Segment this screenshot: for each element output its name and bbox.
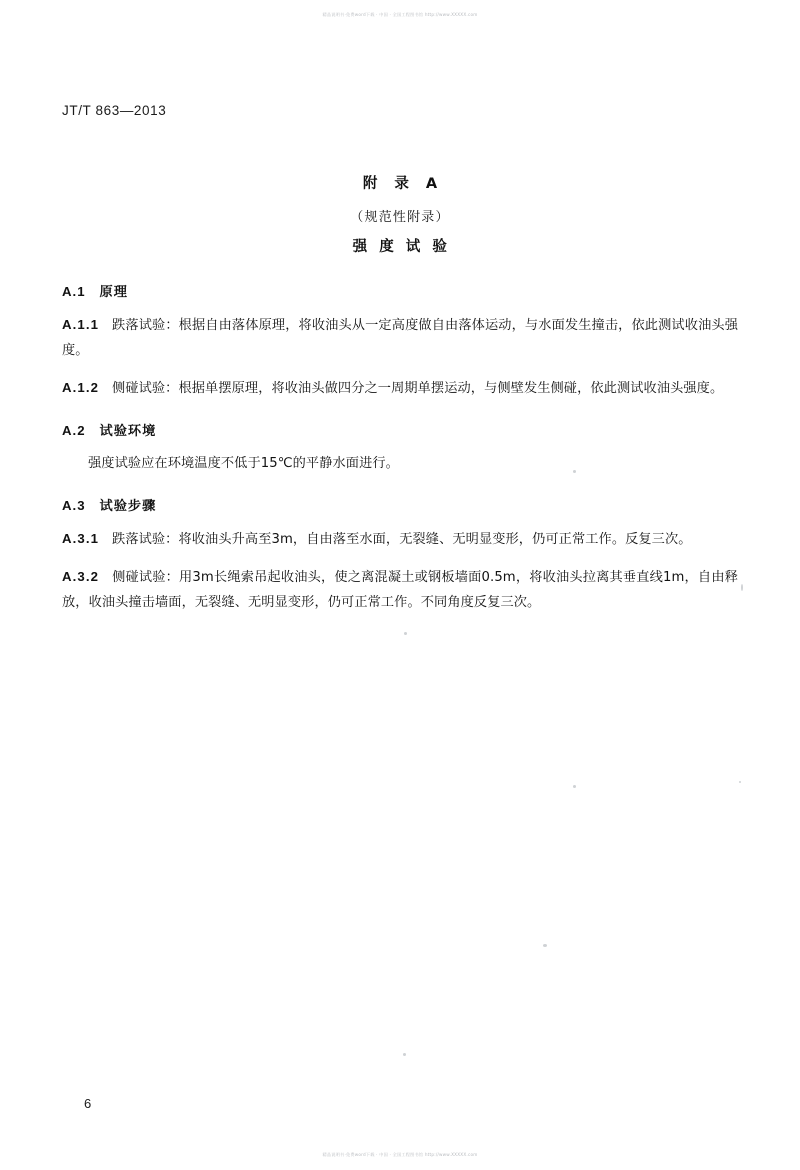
annex-title: 附 录 A bbox=[362, 176, 444, 192]
scan-watermark-top: 精品说明书·免费word下载 · 中国 · 全国工程图书馆 http://www.XXXXX.com bbox=[322, 12, 478, 17]
section-title: 试验环境 bbox=[99, 424, 157, 439]
clause-number: A.1.2 bbox=[62, 380, 100, 395]
clause-text: 跌落试验：将收油头升高至3m，自由落至水面，无裂缝、无明显变形，仍可正常工作。反复三次。 bbox=[112, 532, 692, 547]
section-paragraph: 强度试验应在环境温度不低于15℃的平静水面进行。 bbox=[88, 456, 399, 471]
scan-speck bbox=[543, 944, 547, 947]
scan-speck bbox=[403, 1053, 406, 1056]
section-heading bbox=[62, 495, 738, 514]
annex-body bbox=[62, 262, 738, 615]
scan-speck bbox=[741, 584, 743, 591]
section-title: 原理 bbox=[99, 285, 128, 300]
clause-paragraph bbox=[62, 526, 738, 552]
scan-watermark-bottom: 精品说明书·免费word下载 · 中国 · 全国工程图书馆 http://www.XXXXX.com bbox=[322, 1152, 478, 1157]
clause-paragraph bbox=[62, 375, 738, 401]
standard-code-header: JT/T 863—2013 bbox=[62, 103, 167, 118]
annex-name: 强 度 试 验 bbox=[352, 239, 451, 255]
scan-speck bbox=[404, 632, 407, 635]
section-number: A.2 bbox=[62, 423, 86, 438]
annex-heading-block bbox=[62, 172, 738, 256]
annex-subtitle: （规范性附录） bbox=[350, 210, 450, 225]
clause-text: 侧碰试验：用3m长绳索吊起收油头，使之离混凝土或钢板墙面0.5m，将收油头拉离其垂直线1m，自由释放，收油头撞击墙面，无裂缝、无明显变形，仍可正常工作。不同角度反复三次。 bbox=[62, 570, 738, 610]
section-title: 试验步骤 bbox=[99, 499, 157, 514]
section-heading bbox=[62, 281, 738, 300]
scan-speck bbox=[573, 470, 576, 473]
clause-paragraph bbox=[62, 312, 738, 363]
clause-text: 跌落试验：根据自由落体原理，将收油头从一定高度做自由落体运动，与水面发生撞击，依此测试收油头强度。 bbox=[62, 318, 738, 358]
scan-speck bbox=[739, 781, 741, 783]
scan-speck bbox=[573, 785, 576, 788]
clause-paragraph bbox=[62, 564, 738, 615]
clause-text: 侧碰试验：根据单摆原理，将收油头做四分之一周期单摆运动，与侧壁发生侧碰，依此测试收油头强度。 bbox=[112, 381, 724, 396]
clause-number: A.3.2 bbox=[62, 569, 100, 584]
section-number: A.3 bbox=[62, 498, 86, 513]
page-number: 6 bbox=[84, 1096, 92, 1111]
section-heading bbox=[62, 420, 738, 439]
clause-number: A.1.1 bbox=[62, 317, 100, 332]
clause-number: A.3.1 bbox=[62, 531, 100, 546]
section-number: A.1 bbox=[62, 284, 86, 299]
